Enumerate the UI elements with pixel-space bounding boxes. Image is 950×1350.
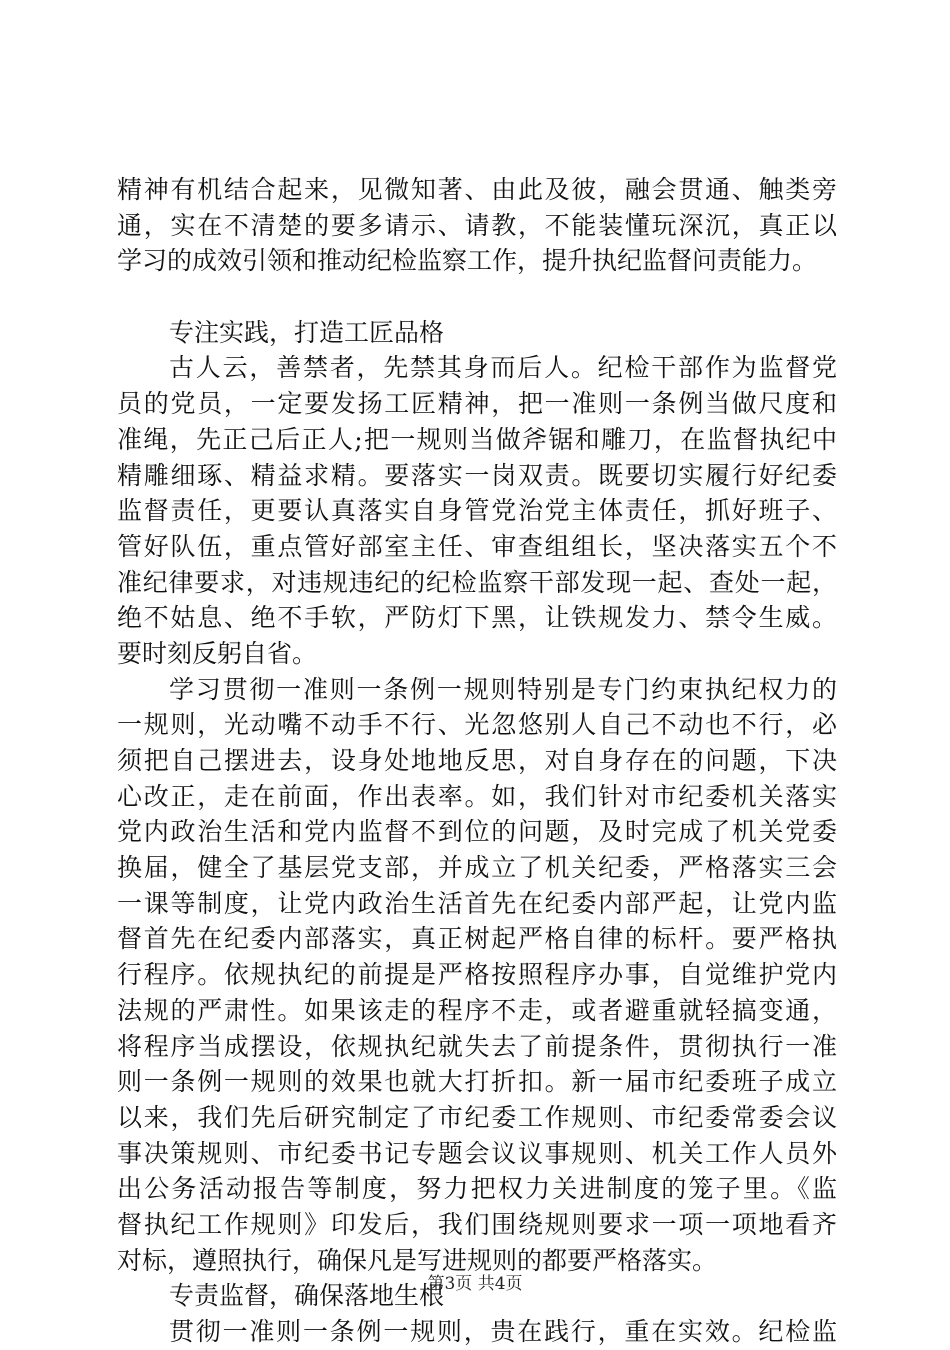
text-line: 专注实践，打造工匠品格: [169, 317, 445, 347]
text-line: 绝不姑息、绝不手软，严防灯下黑，让铁规发力、禁令生威。: [117, 603, 837, 633]
text-line: 专责监督，确保落地生根: [169, 1281, 445, 1311]
text-line: 通，实在不清楚的要多请示、请教，不能装懂玩深沉，真正以: [117, 210, 837, 240]
text-line: 行程序。依规执纪的前提是严格按照程序办事，自觉维护党内: [117, 960, 837, 990]
text-line: 一课等制度，让党内政治生活首先在纪委内部严起，让党内监: [117, 888, 837, 918]
text-line: 员的党员，一定要发扬工匠精神，把一准则一条例当做尺度和: [117, 389, 837, 419]
text-line: 则一条例一规则的效果也就大打折扣。新一届市纪委班子成立: [117, 1067, 837, 1097]
text-line: 以来，我们先后研究制定了市纪委工作规则、市纪委常委会议: [117, 1102, 837, 1132]
text-line: 古人云，善禁者，先禁其身而后人。纪检干部作为监督党: [169, 353, 837, 383]
body-text: [117, 172, 837, 1350]
text-line: 管好队伍，重点管好部室主任、审查组组长，坚决落实五个不: [117, 531, 837, 561]
text-line: 法规的严肃性。如果该走的程序不走，或者避重就轻搞变通，: [117, 995, 837, 1025]
text-line: 督首先在纪委内部落实，真正树起严格自律的标杆。要严格执: [117, 924, 837, 954]
blank-line: [117, 279, 837, 315]
text-line: 准纪律要求，对违规违纪的纪检监察干部发现一起、查处一起，: [117, 567, 837, 597]
text-line: 出公务活动报告等制度，努力把权力关进制度的笼子里。《监: [117, 1174, 837, 1204]
text-line: 督执纪工作规则》印发后，我们围绕规则要求一项一项地看齐: [117, 1209, 837, 1239]
text-line: 须把自己摆进去，设身处地地反思，对自身存在的问题，下决: [117, 746, 837, 775]
text-line: 准绳，先正己后正人;把一规则当做斧锯和雕刀，在监督执纪中: [117, 424, 837, 454]
text-line: 事决策规则、市纪委书记专题会议议事规则、机关工作人员外: [117, 1138, 837, 1168]
text-line: 对标，遵照执行，确保凡是写进规则的都要严格落实。: [117, 1245, 718, 1275]
text-line: 心改正，走在前面，作出表率。如，我们针对市纪委机关落实: [117, 781, 837, 811]
text-line: 学习贯彻一准则一条例一规则特别是专门约束执纪权力的: [169, 674, 837, 704]
text-line: 换届，健全了基层党支部，并成立了机关纪委，严格落实三会: [117, 853, 837, 883]
text-line: 党内政治生活和党内监督不到位的问题，及时完成了机关党委: [117, 817, 837, 847]
page-footer: 第3页 共4页: [427, 1274, 523, 1294]
text-line: 精雕细琢、精益求精。要落实一岗双责。既要切实履行好纪委: [117, 460, 837, 490]
text-line: 将程序当成摆设，依规执纪就失去了前提条件，贯彻执行一准: [117, 1031, 837, 1061]
text-line: 一规则，光动嘴不动手不行、光忽悠别人自己不动也不行，必: [117, 710, 837, 740]
text-line: 监督责任，更要认真落实自身管党治党主体责任，抓好班子、: [117, 496, 837, 526]
text-line: 要时刻反躬自省。: [117, 638, 318, 668]
text-line: 学习的成效引领和推动纪检监察工作，提升执纪监督问责能力。: [117, 246, 818, 276]
text-line: 精神有机结合起来，见微知著、由此及彼，融会贯通、触类旁: [117, 175, 837, 204]
text-line: 贯彻一准则一条例一规则，贵在践行，重在实效。纪检监: [169, 1317, 837, 1346]
